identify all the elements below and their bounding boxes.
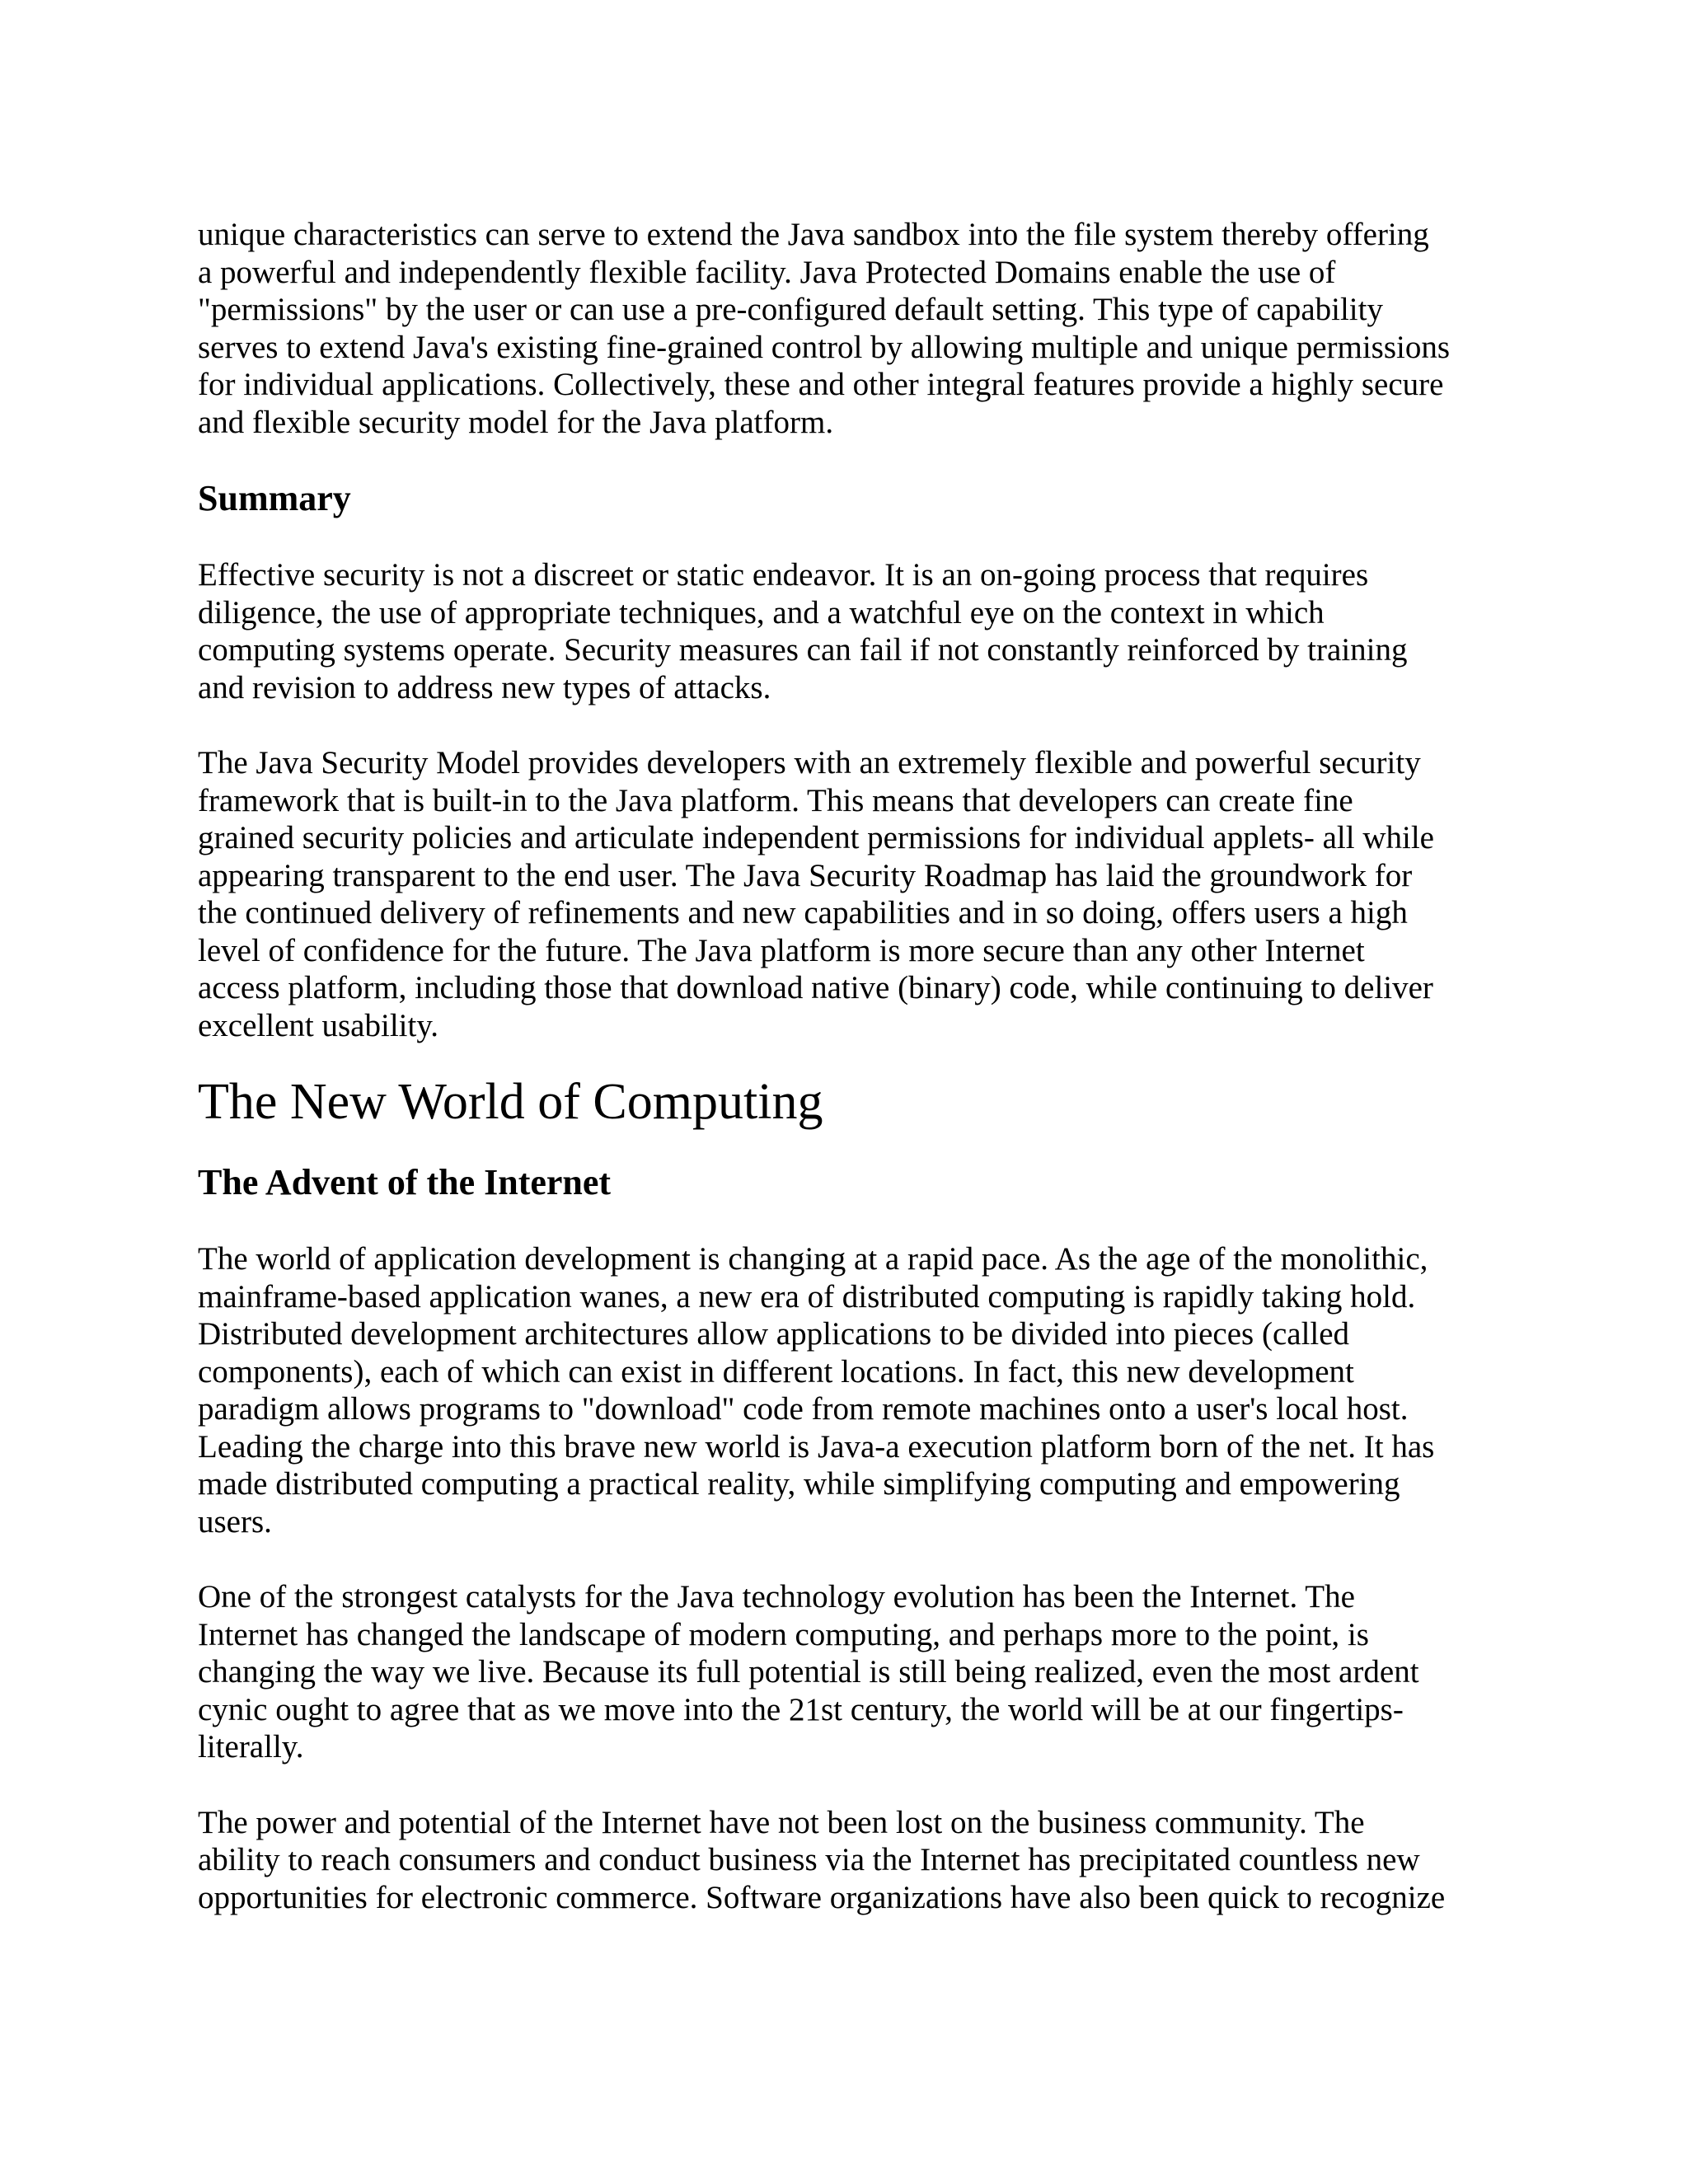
text-line: Internet has changed the landscape of modern computing, and perhaps more to the point, is bbox=[198, 1616, 1369, 1652]
text-line: and revision to address new types of attacks. bbox=[198, 669, 771, 705]
intro-paragraph bbox=[198, 216, 1500, 441]
text-line: made distributed computing a practical reality, while simplifying computing and empowering bbox=[198, 1466, 1400, 1502]
text-line: opportunities for electronic commerce. Software organizations have also been quick to recognize bbox=[198, 1879, 1446, 1915]
text-line: access platform, including those that download native (binary) code, while continuing to deliver bbox=[198, 970, 1433, 1005]
text-line: cynic ought to agree that as we move into the 21st century, the world will be at our fingertips- bbox=[198, 1691, 1404, 1727]
text-line: literally. bbox=[198, 1729, 304, 1765]
text-line: framework that is built-in to the Java platform. This means that developers can create fine bbox=[198, 782, 1353, 818]
text-line: appearing transparent to the end user. The Java Security Roadmap has laid the groundwork for bbox=[198, 857, 1413, 893]
text-line: excellent usability. bbox=[198, 1007, 439, 1043]
text-line: level of confidence for the future. The Java platform is more secure than any other Internet bbox=[198, 932, 1365, 968]
text-line: grained security policies and articulate independent permissions for individual applets- all while bbox=[198, 820, 1434, 855]
summary-paragraph-2 bbox=[198, 744, 1500, 1044]
text-line: The power and potential of the Internet have not been lost on the business community. The bbox=[198, 1804, 1365, 1840]
text-line: The world of application development is changing at a rapid pace. As the age of the monolithic, bbox=[198, 1241, 1428, 1277]
text-line: diligence, the use of appropriate techniques, and a watchful eye on the context in which bbox=[198, 594, 1325, 630]
text-line: Distributed development architectures allow applications to be divided into pieces (called bbox=[198, 1316, 1350, 1352]
text-line: The Java Security Model provides developers with an extremely flexible and powerful security bbox=[198, 745, 1421, 780]
text-line: components), each of which can exist in different locations. In fact, this new development bbox=[198, 1353, 1354, 1390]
advent-heading: The Advent of the Internet bbox=[198, 1162, 612, 1202]
text-line: Leading the charge into this brave new world is Java-a execution platform born of the net. It has bbox=[198, 1428, 1435, 1465]
text-line: unique characteristics can serve to extend the Java sandbox into the file system thereby offering bbox=[198, 217, 1429, 252]
text-line: a powerful and independently flexible facility. Java Protected Domains enable the use of bbox=[198, 254, 1336, 290]
advent-paragraph-1 bbox=[198, 1240, 1500, 1540]
advent-paragraph-3 bbox=[198, 1804, 1500, 1917]
text-line: serves to extend Java's existing fine-grained control by allowing multiple and unique permissions bbox=[198, 329, 1451, 365]
text-line: "permissions" by the user or can use a pre-configured default setting. This type of capability bbox=[198, 292, 1383, 327]
text-line: changing the way we live. Because its full potential is still being realized, even the most ardent bbox=[198, 1654, 1419, 1690]
text-line: the continued delivery of refinements and new capabilities and in so doing, offers users a high bbox=[198, 895, 1408, 930]
summary-paragraph-1 bbox=[198, 556, 1500, 706]
text-line: and flexible security model for the Java platform. bbox=[198, 404, 834, 440]
section-title: The New World of Computing bbox=[198, 1074, 823, 1130]
text-line: users. bbox=[198, 1503, 272, 1540]
advent-paragraph-2 bbox=[198, 1578, 1500, 1766]
text-line: for individual applications. Collectively, these and other integral features provide a highly secure bbox=[198, 367, 1444, 402]
text-line: mainframe-based application wanes, a new era of distributed computing is rapidly taking hold. bbox=[198, 1278, 1416, 1315]
text-line: paradigm allows programs to "download" code from remote machines onto a user's local host. bbox=[198, 1391, 1409, 1427]
text-line: computing systems operate. Security measures can fail if not constantly reinforced by training bbox=[198, 632, 1408, 668]
text-line: ability to reach consumers and conduct business via the Internet has precipitated countless new bbox=[198, 1842, 1420, 1877]
text-line: Effective security is not a discreet or static endeavor. It is an on-going process that requires bbox=[198, 557, 1369, 593]
summary-heading: Summary bbox=[198, 478, 351, 518]
text-line: One of the strongest catalysts for the Java technology evolution has been the Internet. The bbox=[198, 1579, 1355, 1615]
document-body bbox=[198, 216, 1500, 1916]
